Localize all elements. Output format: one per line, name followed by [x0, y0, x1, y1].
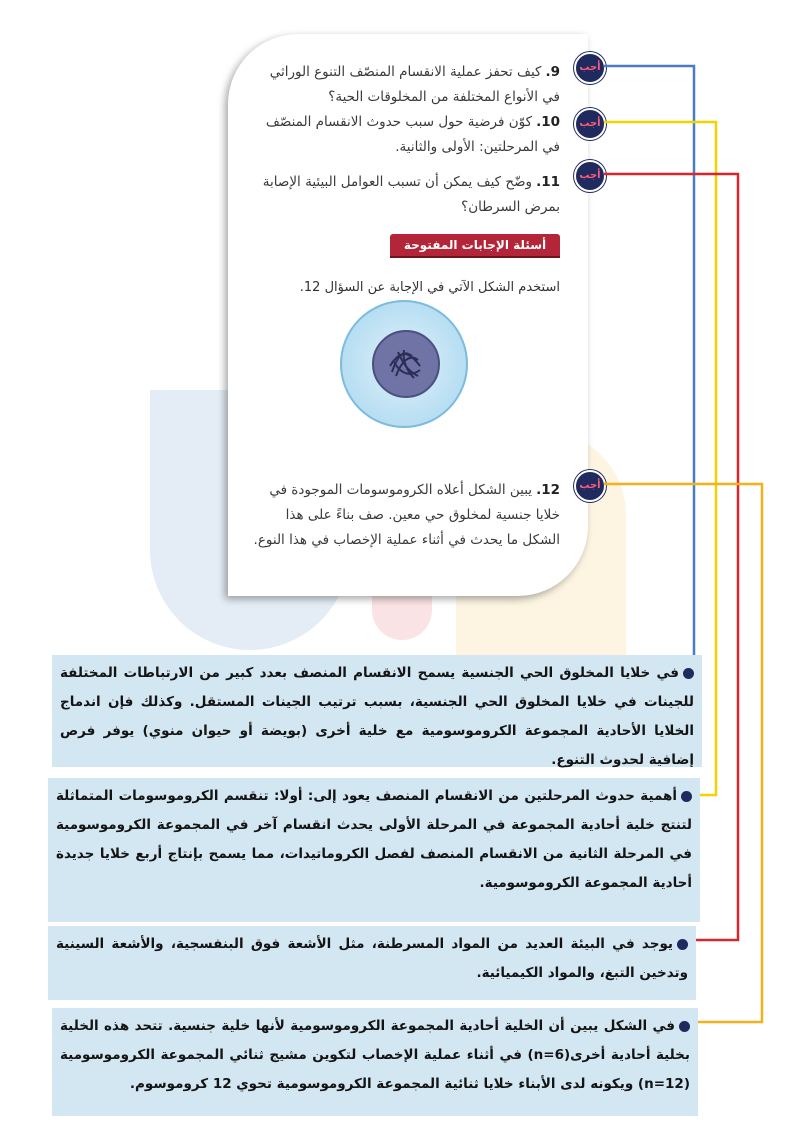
answer-box-q10: [48, 778, 700, 922]
open-answer-section-title: أسئلة الإجابات المفتوحة: [390, 234, 560, 258]
answer-text-q11: يوجد في البيئة العديد من المواد المسرطنة، مثل الأشعة فوق البنفسجية، والأشعة السينية وتدخين التبغ، والمواد الكيميائية.: [56, 936, 688, 981]
question-12-number: 12.: [536, 482, 560, 498]
answer-box-q11: [48, 926, 696, 1000]
answer-bullet-q11: [677, 939, 688, 950]
answer-bullet-q10: [681, 791, 692, 802]
question-11-number: 11.: [536, 174, 560, 190]
answer-bullet-q9: [683, 668, 694, 679]
answer-box-q12: [52, 1008, 698, 1116]
question-10-text: كوّن فرضية حول سبب حدوث الانقسام المنصّف في المرحلتين: الأولى والثانية.: [265, 114, 560, 155]
answer-icon-q10[interactable]: أجب: [574, 108, 606, 140]
figure-intro-text: استخدم الشكل الآتي في الإجابة عن السؤال 12.: [299, 280, 560, 295]
connector-q9: [604, 66, 694, 668]
question-10-number: 10.: [536, 114, 560, 130]
question-12-text: يبين الشكل أعلاه الكروموسومات الموجودة في خلايا جنسية لمخلوق حي معين. صف بناءً على هذا الشكل ما يحدث في أثناء عملية الإخصاب في هذا النوع.: [253, 482, 560, 548]
question-9-number: 9.: [545, 64, 560, 80]
answer-bullet-q12: [679, 1021, 690, 1032]
answer-icon-q9[interactable]: أجب: [574, 52, 606, 84]
answer-text-q9: في خلايا المخلوق الحي الجنسية يسمح الانقسام المنصف بعدد كبير من الارتباطات المختلفة للجينات في خلايا المخلوق الحي الجنسية، بسبب ترتيب الجينات المستقل. وكذلك فإن اندماج الخلايا الأحادية المجموعة الكروموسومية مع خلية أخرى (بويضة أو حيوان منوي) يوفر فرص إضافية لحدوث التنوع.: [60, 665, 694, 768]
question-11-text: وضّح كيف يمكن أن تسبب العوامل البيئية الإصابة بمرض السرطان؟: [262, 174, 560, 215]
answer-icon-q12[interactable]: أجب: [574, 470, 606, 502]
answer-text-q12: في الشكل يبين أن الخلية أحادية المجموعة الكروموسومية لأنها خلية جنسية. تتحد هذه الخلية بخلية أحادية أخرى(n=6) في أثناء عملية الإخصاب لتكوين مشيج ثنائي المجموعة الكروموسومية (n=12) ويكونه لدى الأبناء خلايا ثنائية المجموعة الكروموسومية تحوي 12 كروموسوم.: [60, 1018, 690, 1092]
answer-box-q9: [52, 655, 702, 767]
answer-text-q10: أهمية حدوث المرحلتين من الانقسام المنصف يعود إلى: أولا: تنقسم الكروموسومات المتماثلة لتنتج خلية أحادية المجموعة في المرحلة الأولى يحدث انقسام آخر في المجموعة الكروموسومية في المرحلة الثانية من الانقسام المنصف لفصل الكروماتيدات، مما يسمح بإنتاج أربع خلايا جديدة أحادية المجموعة الكروموسومية.: [56, 788, 692, 891]
question-9-text: كيف تحفز عملية الانقسام المنصّف التنوع الوراثي في الأنواع المختلفة من المخلوقات الحية؟: [269, 64, 560, 105]
answer-icon-q11[interactable]: أجب: [574, 160, 606, 192]
